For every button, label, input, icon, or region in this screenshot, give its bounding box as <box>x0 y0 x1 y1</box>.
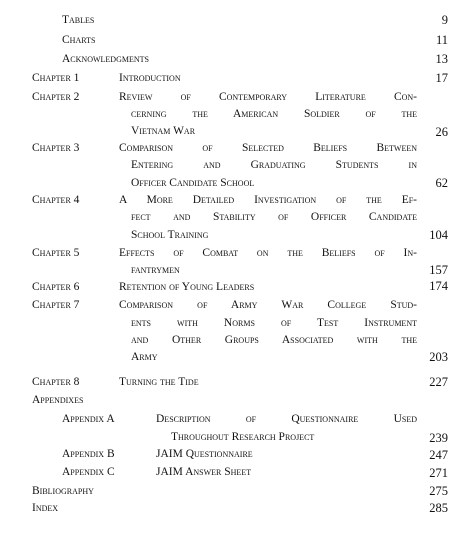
chapter-title: Review of Contemporary Literature Con- <box>119 91 417 103</box>
chapter-label: Chapter 7 <box>32 299 80 311</box>
page-number: 17 <box>435 71 448 85</box>
page-number: 247 <box>429 448 448 462</box>
chapter-title: School Training <box>131 229 209 241</box>
page-number: 285 <box>429 501 448 515</box>
chapter-title: Officer Candidate School <box>131 177 255 189</box>
toc-entry-tables: Tables <box>62 14 95 26</box>
page-number: 239 <box>429 431 448 445</box>
page-number: 174 <box>429 279 448 293</box>
chapter-title: ents with Norms of Test Instrument <box>131 317 417 329</box>
chapter-title: Comparison of Army War College Stud- <box>119 299 417 311</box>
page-number: 275 <box>429 484 448 498</box>
chapter-title: cerning the American Soldier of the <box>131 108 417 120</box>
appendix-label: Appendix A <box>62 413 115 425</box>
page-number: 271 <box>429 466 448 480</box>
chapter-title: fect and Stability of Officer Candidate <box>131 211 417 223</box>
appendix-label: Appendix C <box>62 466 115 478</box>
chapter-title: Effects of Combat on the Beliefs of In- <box>119 247 417 259</box>
chapter-title: Vietnam War <box>131 125 196 137</box>
chapter-label: Chapter 2 <box>32 91 80 103</box>
page-number: 203 <box>429 350 448 364</box>
chapter-title: Turning the Tide <box>119 376 199 388</box>
appendixes-heading: Appendixes <box>32 394 84 406</box>
chapter-title: Army <box>131 351 158 363</box>
chapter-title: fantrymen <box>131 264 180 276</box>
toc-entry-charts: Charts <box>62 34 96 46</box>
page-number: 26 <box>435 125 448 139</box>
page-number: 227 <box>429 375 448 389</box>
appendix-title: JAIM Answer Sheet <box>156 466 252 478</box>
page-number: 104 <box>429 228 448 242</box>
appendix-title: Description of Questionnaire Used <box>156 413 417 425</box>
appendix-title: JAIM Questionnaire <box>156 448 253 460</box>
chapter-label: Chapter 5 <box>32 247 80 259</box>
chapter-title: A More Detailed Investigation of the Ef- <box>119 194 417 206</box>
chapter-label: Chapter 4 <box>32 194 80 206</box>
chapter-title: and Other Groups Associated with the <box>131 334 417 346</box>
chapter-label: Chapter 1 <box>32 72 80 84</box>
toc-entry-acknowledgments: Acknowledgments <box>62 53 149 65</box>
chapter-label: Chapter 8 <box>32 376 80 388</box>
page-number: 9 <box>441 13 448 27</box>
page-number: 62 <box>435 176 448 190</box>
toc-entry-bibliography: Bibliography <box>32 485 94 497</box>
chapter-title: Retention of Young Leaders <box>119 281 255 293</box>
page-number: 11 <box>435 33 448 47</box>
toc-entry-index: Index <box>32 502 59 514</box>
appendix-label: Appendix B <box>62 448 115 460</box>
chapter-label: Chapter 3 <box>32 142 80 154</box>
chapter-label: Chapter 6 <box>32 281 80 293</box>
appendix-title: Throughout Research Project <box>171 431 315 443</box>
page-number: 13 <box>435 52 448 66</box>
chapter-title: Introduction <box>119 72 181 84</box>
chapter-title: Comparison of Selected Beliefs Between <box>119 142 417 154</box>
page-number: 157 <box>429 263 448 277</box>
chapter-title: Entering and Graduating Students in <box>131 159 417 171</box>
